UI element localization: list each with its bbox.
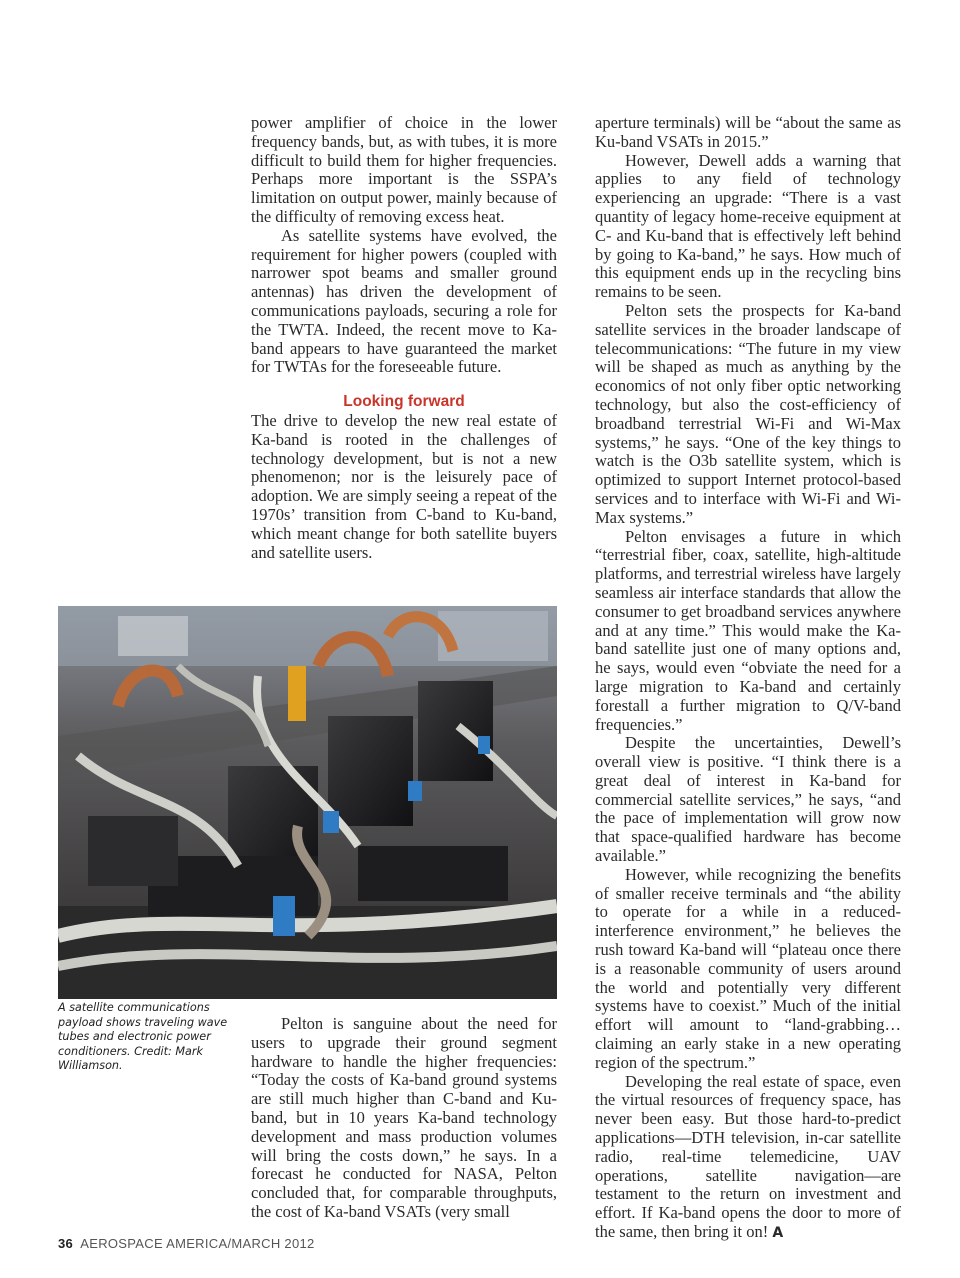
page-footer — [58, 1236, 315, 1251]
body-paragraph: power amplifier of choice in the lower frequency bands, but, as with tubes, it is more difficult to build them for higher frequencies. Perhaps more important is the SSPA’s limitation on output power, mainly because of the difficulty of removing excess heat. — [251, 113, 557, 226]
payload-photo — [58, 606, 557, 999]
publication-name: AEROSPACE AMERICA/MARCH 2012 — [80, 1236, 315, 1251]
photo-caption: A satellite communications payload shows traveling wave tubes and electronic power conditioners. Credit: Mark Williamson. — [58, 1001, 228, 1073]
article-column-middle-bottom — [251, 1015, 557, 1222]
body-paragraph: The drive to develop the new real estate of Ka-band is rooted in the challenges of technology development, but is not a new phenomenon; nor is the leisurely pace of adoption. We are simply seeing a repeat of the 1970s’ transition from C-band to Ku-band, which meant change for both satellite buyers and satellite users. — [251, 410, 557, 562]
body-paragraph: However, Dewell adds a warning that applies to any field of technology experiencing an upgrade: “There is a vast quantity of legacy home-receive equipment at C- and Ku-band that is effectively left behind by going to Ka-band,” he says. How much of this equipment ends up in the recycling bins remains to be seen. — [595, 150, 901, 302]
body-paragraph: Pelton envisages a future in which “terrestrial fiber, coax, satellite, high-altitude platforms, and terrestrial wireless have largely seamless air interface standards that allow the consumer to get broadband services anywhere and at any time.” This would make the Ka-band satellite just one of many options and, he says, would even “obviate the need for a large migration to Ka-band and certainly forestall a further migration to Q/V-band frequencies.” — [595, 526, 901, 734]
article-column-middle-top — [251, 114, 557, 562]
page-number: 36 — [58, 1236, 74, 1251]
article-column-right — [595, 114, 901, 1243]
section-heading: Looking forward — [343, 393, 465, 411]
body-paragraph: Pelton is sanguine about the need for users to upgrade their ground segment hardware to handle the higher frequencies: “Today the costs of Ka-band ground systems are still much higher than C-band and Ku-band, but in 10 years Ka-band technology development and mass production volumes will bring the costs down,” he says. In a forecast he conducted for NASA, Pelton concluded that, for comparable throughputs, the cost of Ka-band VSATs (very small — [251, 1014, 557, 1221]
body-paragraph: aperture terminals) will be “about the same as Ku-band VSATs in 2015.” — [595, 113, 901, 151]
body-paragraph: As satellite systems have evolved, the requirement for higher powers (coupled with narrower spot beams and smaller ground antennas) has driven the development of communications payloads, securing a role for the TWTA. Indeed, the recent move to Ka-band appears to have guaranteed the market for TWTAs for the foreseeable future. — [251, 225, 557, 377]
body-paragraph-text: Developing the real estate of space, even the virtual resources of frequency space, has never been easy. But those hard-to-predict applications—DTH television, in-car satellite radio, real-time telemedicine, UAV operations, satellite navigation—are testament to the return on investment and effort. If Ka-band opens the door to more of the same, then bring it on! — [595, 1071, 901, 1242]
body-paragraph: Despite the uncertainties, Dewell’s overall view is positive. “I think there is a great deal of interest in Ka-band for commercial satellite services,” he says, “and the pace of implementation will grow now that space-qualified hardware has become available.” — [595, 733, 901, 866]
body-paragraph: However, while recognizing the benefits of smaller receive terminals and “the ability to operate for a while in a reduced-interference environment,” he believes the rush toward Ka-band will “plateau once there is a reasonable community of users around the world and potentially very different systems have to coexist.” Much of the initial effort will amount to “land-grabbing…claiming an early stake in a new operating region of the spectrum.” — [595, 864, 901, 1072]
body-paragraph: Pelton sets the prospects for Ka-band satellite services in the broader landscape of telecommunications: “The future in my view will be shaped as much as anything by the economics of not only fiber optic networking technology, but also the cost-efficiency of broadband terrestrial Wi-Fi and Wi-Max systems,” he says. “One of the key things to watch is the O3b satellite system, which is optimized to support Internet protocol-based services and to interface with Wi-Fi and Wi-Max systems.” — [595, 300, 901, 527]
end-mark-icon: A — [772, 1225, 784, 1242]
body-paragraph-final — [595, 1073, 901, 1243]
